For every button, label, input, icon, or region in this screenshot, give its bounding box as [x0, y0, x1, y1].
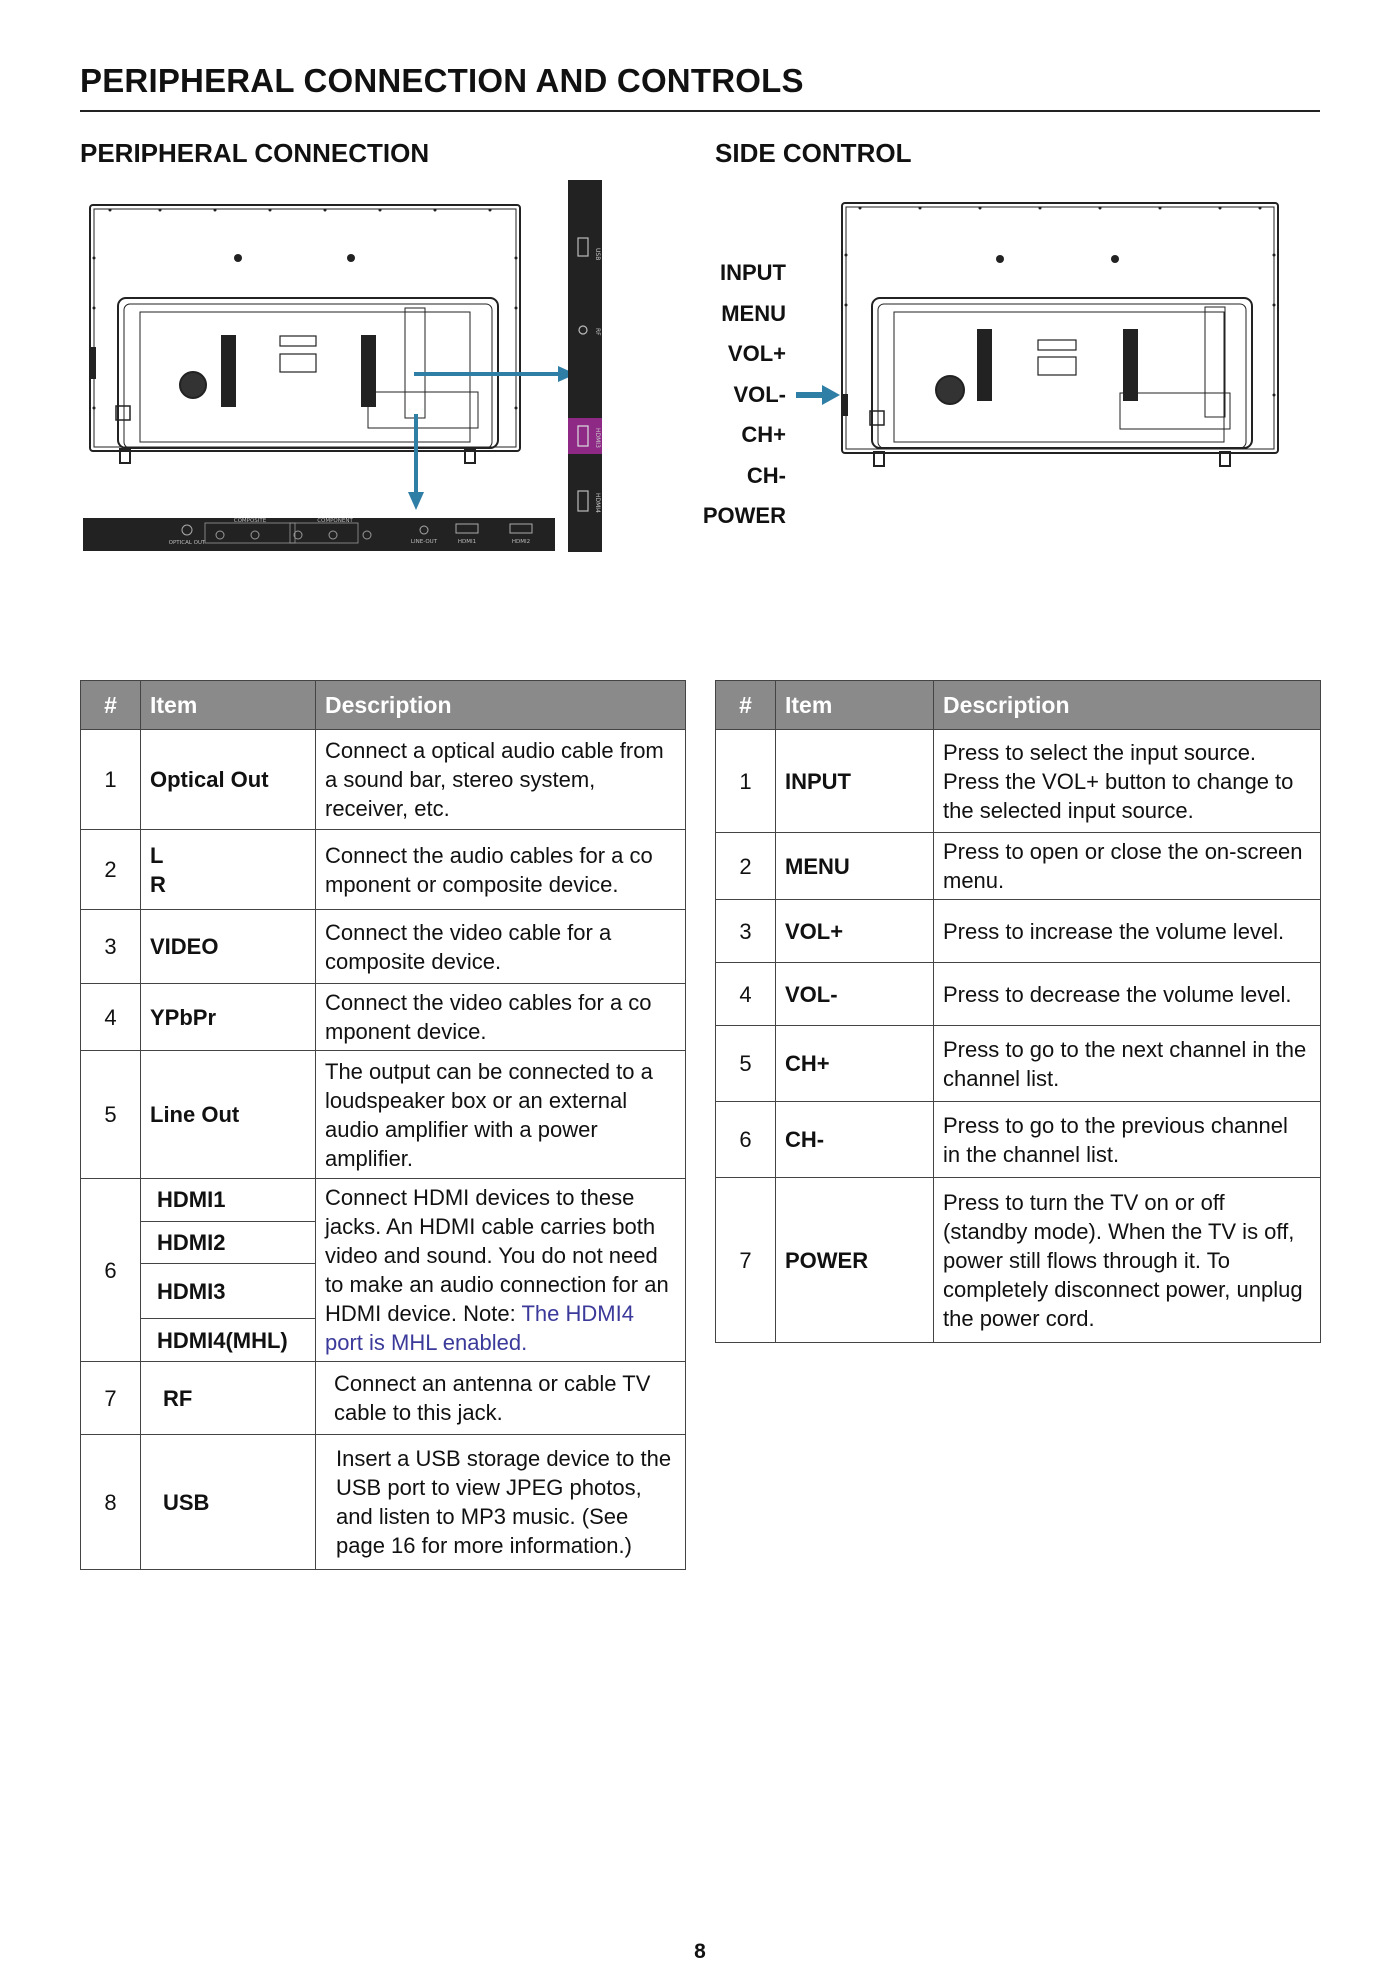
- row-item-r: R: [150, 871, 166, 897]
- row-number: 6: [81, 1179, 141, 1362]
- bottom-label-lineout: LINE-OUT: [410, 539, 438, 545]
- table-row: [81, 1362, 686, 1435]
- table-row: [716, 1178, 1321, 1343]
- row-description: Press to increase the volume level.: [934, 900, 1321, 963]
- row-description: Press to turn the TV on or off (standby mode). When the TV is off, power still flows through it. To completely disconnect power, unplug the power cord.: [934, 1178, 1321, 1343]
- header-number: #: [81, 681, 141, 730]
- row-item: POWER: [776, 1178, 934, 1343]
- side-label-hdmi3: HDMI3: [594, 428, 601, 448]
- side-control-labels: [680, 258, 786, 542]
- table-row: [81, 830, 686, 910]
- side-control-table: [715, 680, 1321, 1343]
- side-control-section-title: SIDE CONTROL: [715, 138, 912, 168]
- row-item-hdmi4: HDMI4(MHL): [141, 1319, 316, 1362]
- header-item: Item: [141, 681, 316, 730]
- row-item-l: L: [150, 842, 164, 868]
- row-item: VOL-: [776, 963, 934, 1026]
- bottom-connector-panel: [83, 518, 555, 551]
- page-title: PERIPHERAL CONNECTION AND CONTROLS: [80, 62, 804, 99]
- row-description: Press to select the input source. Press the VOL+ button to change to the selected input source.: [934, 730, 1321, 833]
- bottom-label-hdmi1: HDMI1: [457, 539, 477, 545]
- header-number: #: [716, 681, 776, 730]
- row-item-hdmi2: HDMI2: [141, 1221, 316, 1264]
- table-row: [81, 1051, 686, 1179]
- title-divider: [80, 110, 1320, 112]
- row-description: Connect the audio cables for a co mponent or composite device.: [316, 830, 686, 910]
- table-row: [716, 963, 1321, 1026]
- row-number: 3: [716, 900, 776, 963]
- row-description: Press to go to the previous channel in the channel list.: [934, 1102, 1321, 1178]
- side-label-volup: VOL+: [727, 341, 786, 366]
- table-row: [716, 730, 1321, 833]
- row-number: 8: [81, 1435, 141, 1570]
- header-description: Description: [316, 681, 686, 730]
- row-description: [316, 1179, 686, 1362]
- row-number: 7: [81, 1362, 141, 1435]
- hdmi-mhl-note: The HDMI4 port is MHL enabled.: [325, 1301, 634, 1355]
- row-number: 7: [716, 1178, 776, 1343]
- row-number: 2: [716, 833, 776, 900]
- table-row-hdmi: [81, 1179, 686, 1222]
- side-label-usb: USB: [594, 248, 601, 261]
- row-description: Insert a USB storage device to the USB port to view JPEG photos, and listen to MP3 music. (See page 16 for more information.): [316, 1435, 686, 1570]
- tv-back-illustration: [90, 205, 520, 463]
- hdmi-description: Connect HDMI devices to these jacks. An HDMI cable carries both video and sound. You do not need to make an audio connection for an HDMI device. Note:: [325, 1185, 669, 1326]
- side-label-voldown: VOL-: [733, 381, 786, 407]
- row-item: CH-: [776, 1102, 934, 1178]
- row-description: Press to go to the next channel in the channel list.: [934, 1026, 1321, 1102]
- row-description: Connect an antenna or cable TV cable to this jack.: [316, 1362, 686, 1435]
- header-item: Item: [776, 681, 934, 730]
- table-row: [716, 833, 1321, 900]
- bottom-label-composite: COMPOSITE: [233, 518, 267, 524]
- side-label-input: INPUT: [720, 260, 786, 285]
- header-description: Description: [934, 681, 1321, 730]
- bottom-label-hdmi2: HDMI2: [511, 539, 531, 545]
- row-item: Optical Out: [141, 730, 316, 830]
- peripheral-section-title: PERIPHERAL CONNECTION: [80, 138, 430, 168]
- side-control-diagram: [790, 195, 1290, 475]
- row-number: 1: [716, 730, 776, 833]
- row-item: USB: [141, 1435, 316, 1570]
- row-item: [141, 830, 316, 910]
- bottom-label-component: COMPONENT: [317, 518, 353, 524]
- side-label-chdown: CH-: [746, 462, 786, 488]
- table-row: [81, 1435, 686, 1570]
- table-row: [716, 900, 1321, 963]
- row-item: VIDEO: [141, 910, 316, 984]
- row-item: Line Out: [141, 1051, 316, 1179]
- row-item: YPbPr: [141, 984, 316, 1051]
- side-label-power: POWER: [702, 503, 786, 528]
- row-description: The output can be connected to a loudspeaker box or an external audio amplifier with a power amplifier.: [316, 1051, 686, 1179]
- row-number: 2: [81, 830, 141, 910]
- side-label-rf: RF: [594, 328, 601, 336]
- row-number: 5: [81, 1051, 141, 1179]
- table-row: [716, 1102, 1321, 1178]
- table-header-row: [716, 681, 1321, 730]
- table-row: [81, 984, 686, 1051]
- row-item: INPUT: [776, 730, 934, 833]
- row-number: 4: [81, 984, 141, 1051]
- row-item: CH+: [776, 1026, 934, 1102]
- row-description: Press to decrease the volume level.: [934, 963, 1321, 1026]
- row-description: Connect the video cables for a co mponent device.: [316, 984, 686, 1051]
- row-item: MENU: [776, 833, 934, 900]
- row-number: 6: [716, 1102, 776, 1178]
- row-description: Press to open or close the on-screen menu.: [934, 833, 1321, 900]
- table-header-row: [81, 681, 686, 730]
- row-number: 4: [716, 963, 776, 1026]
- table-row: [81, 910, 686, 984]
- row-number: 5: [716, 1026, 776, 1102]
- row-item-hdmi3: HDMI3: [141, 1264, 316, 1319]
- side-label-hdmi4: HDMI4: [594, 493, 601, 513]
- table-row: [81, 730, 686, 830]
- tv-back-illustration-side: [842, 203, 1278, 466]
- row-description: Connect the video cable for a composite device.: [316, 910, 686, 984]
- row-number: 1: [81, 730, 141, 830]
- row-description: Connect a optical audio cable from a sound bar, stereo system, receiver, etc.: [316, 730, 686, 830]
- row-item: VOL+: [776, 900, 934, 963]
- peripheral-diagram: [80, 178, 620, 558]
- peripheral-table: [80, 680, 686, 1570]
- page-number: 8: [694, 1940, 706, 1963]
- side-connector-panel: [568, 180, 602, 552]
- row-number: 3: [81, 910, 141, 984]
- row-item: RF: [141, 1362, 316, 1435]
- row-item-hdmi1: HDMI1: [141, 1179, 316, 1222]
- side-label-chup: CH+: [741, 422, 786, 447]
- side-control-arrow: [796, 385, 840, 405]
- side-label-menu: MENU: [721, 300, 786, 326]
- bottom-label-optical: OPTICAL OUT: [168, 540, 206, 546]
- table-row: [716, 1026, 1321, 1102]
